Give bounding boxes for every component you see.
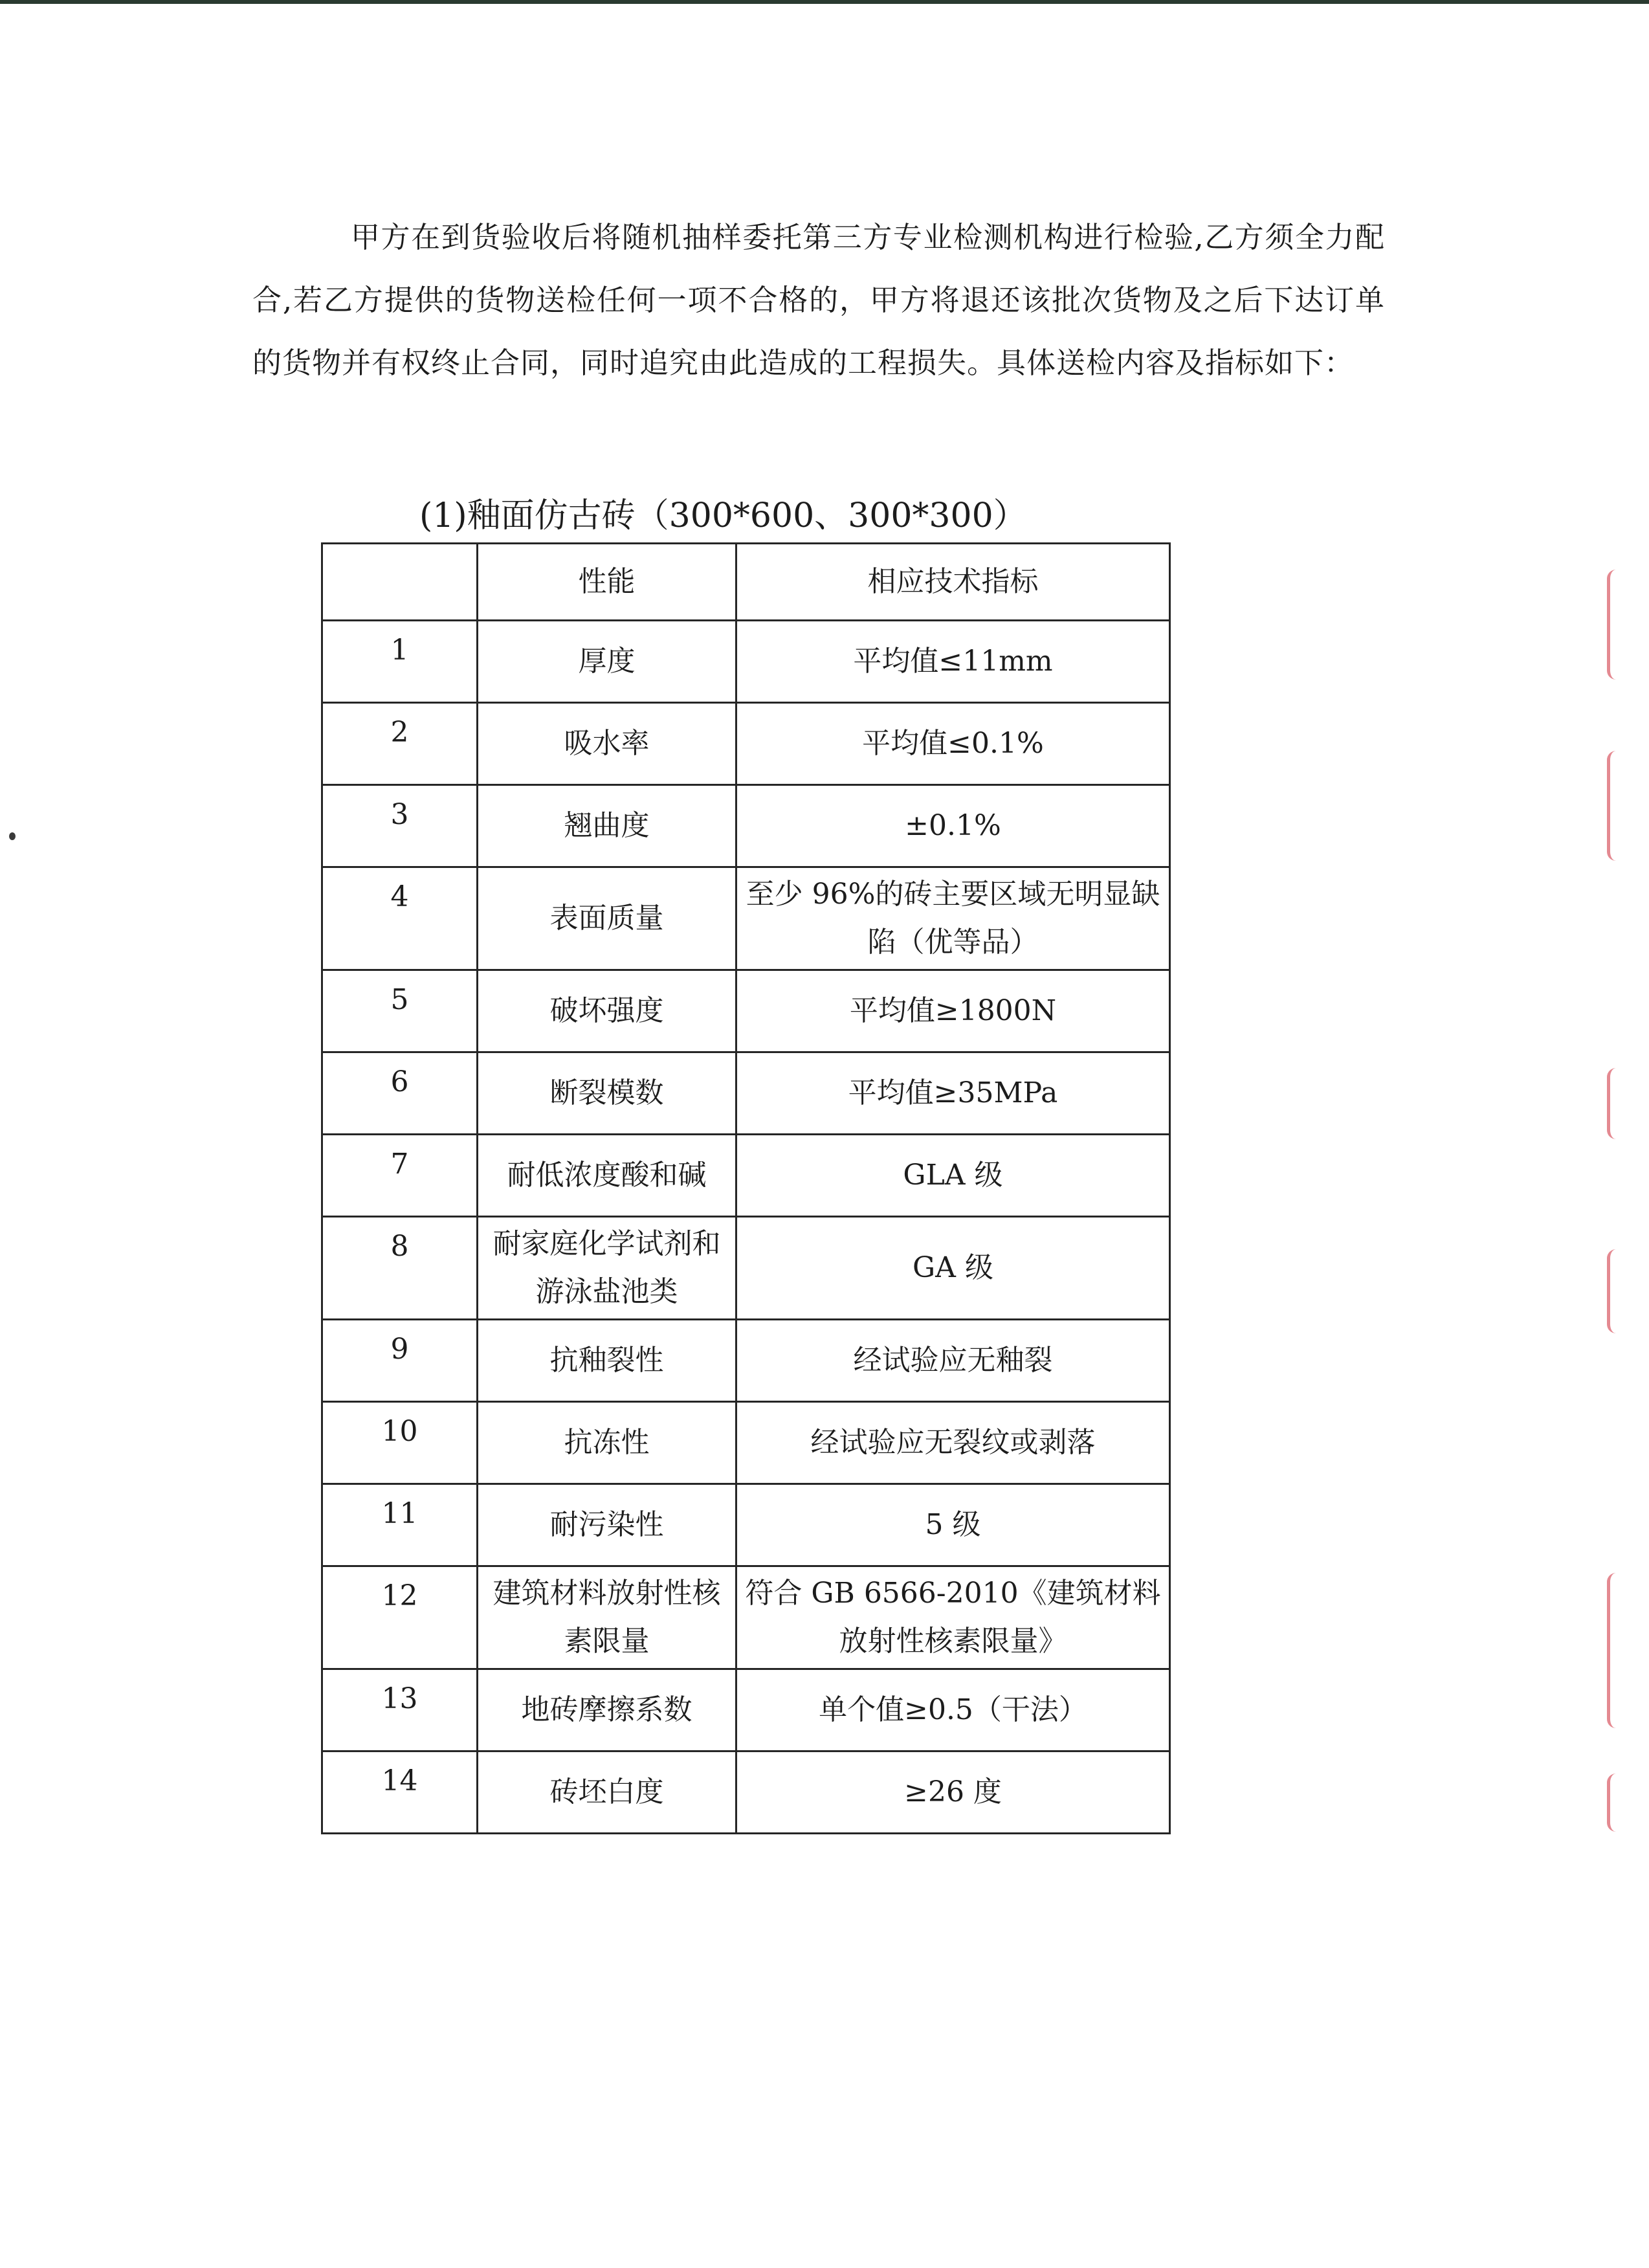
row-spec: 经试验应无釉裂	[736, 1320, 1170, 1402]
row-spec: 平均值≤0.1%	[736, 703, 1170, 785]
row-spec: ≥26 度	[736, 1751, 1170, 1834]
row-number: 1	[322, 621, 478, 703]
table-row	[322, 703, 1170, 785]
row-property: 吸水率	[478, 703, 736, 785]
row-number: 8	[322, 1217, 478, 1320]
table-row	[322, 1669, 1170, 1751]
row-number: 2	[322, 703, 478, 785]
row-property: 地砖摩擦系数	[478, 1669, 736, 1751]
intro-paragraph: 甲方在到货验收后将随机抽样委托第三方专业检测机构进行检验,乙方须全力配合,若乙方提供的货物送检任何一项不合格的，甲方将退还该批次货物及之后下达订单的货物并有权终止合同，同时追究由此造成的工程损失。具体送检内容及指标如下：	[252, 220, 1385, 380]
seal-fragment	[1607, 1773, 1643, 1832]
row-property: 抗冻性	[478, 1402, 736, 1484]
scan-top-edge	[0, 0, 1649, 4]
row-property: 砖坯白度	[478, 1751, 736, 1834]
table-row	[322, 1751, 1170, 1834]
table-row	[322, 970, 1170, 1052]
row-property: 表面质量	[478, 867, 736, 970]
row-number: 11	[322, 1484, 478, 1566]
row-number: 3	[322, 785, 478, 867]
seal-fragment	[1607, 751, 1643, 861]
table-row	[322, 1402, 1170, 1484]
row-property: 断裂模数	[478, 1052, 736, 1135]
row-spec: GLA 级	[736, 1135, 1170, 1217]
table-row	[322, 1566, 1170, 1669]
row-number: 4	[322, 867, 478, 970]
header-property: 性能	[478, 544, 736, 621]
row-number: 5	[322, 970, 478, 1052]
table-row	[322, 1217, 1170, 1320]
row-spec: 平均值≤11mm	[736, 621, 1170, 703]
row-number: 7	[322, 1135, 478, 1217]
seal-fragment	[1607, 1573, 1643, 1728]
row-spec: 符合 GB 6566-2010《建筑材料放射性核素限量》	[736, 1566, 1170, 1669]
row-spec: ±0.1%	[736, 785, 1170, 867]
header-row	[322, 544, 1170, 621]
row-property: 建筑材料放射性核素限量	[478, 1566, 736, 1669]
row-property: 翘曲度	[478, 785, 736, 867]
row-number: 9	[322, 1320, 478, 1402]
row-number: 14	[322, 1751, 478, 1834]
scan-speck	[9, 832, 16, 840]
row-number: 12	[322, 1566, 478, 1669]
spec-table-head	[322, 544, 1170, 621]
header-number	[322, 544, 478, 621]
row-spec: 平均值≥1800N	[736, 970, 1170, 1052]
table-row	[322, 1052, 1170, 1135]
header-spec: 相应技术指标	[736, 544, 1170, 621]
row-spec: 平均值≥35MPa	[736, 1052, 1170, 1135]
row-spec: 经试验应无裂纹或剥落	[736, 1402, 1170, 1484]
table-row	[322, 1484, 1170, 1566]
table-row	[322, 867, 1170, 970]
row-spec: 单个值≥0.5（干法）	[736, 1669, 1170, 1751]
row-spec: GA 级	[736, 1217, 1170, 1320]
spec-table-body	[322, 621, 1170, 1834]
seal-fragment	[1607, 570, 1643, 680]
table-row	[322, 1320, 1170, 1402]
row-property: 破坏强度	[478, 970, 736, 1052]
spec-table	[321, 542, 1171, 1834]
seal-fragment	[1607, 1249, 1643, 1333]
row-number: 10	[322, 1402, 478, 1484]
table-row	[322, 1135, 1170, 1217]
table-row	[322, 621, 1170, 703]
row-number: 13	[322, 1669, 478, 1751]
seal-fragment	[1607, 1068, 1643, 1139]
row-property: 耐污染性	[478, 1484, 736, 1566]
row-property: 厚度	[478, 621, 736, 703]
row-property: 抗釉裂性	[478, 1320, 736, 1402]
row-spec: 至少 96%的砖主要区域无明显缺陷（优等品）	[736, 867, 1170, 970]
table-row	[322, 785, 1170, 867]
row-property: 耐家庭化学试剂和游泳盐池类	[478, 1217, 736, 1320]
row-spec: 5 级	[736, 1484, 1170, 1566]
row-number: 6	[322, 1052, 478, 1135]
table-title: (1)釉面仿古砖（300*600、300*300）	[419, 496, 1027, 535]
row-property: 耐低浓度酸和碱	[478, 1135, 736, 1217]
